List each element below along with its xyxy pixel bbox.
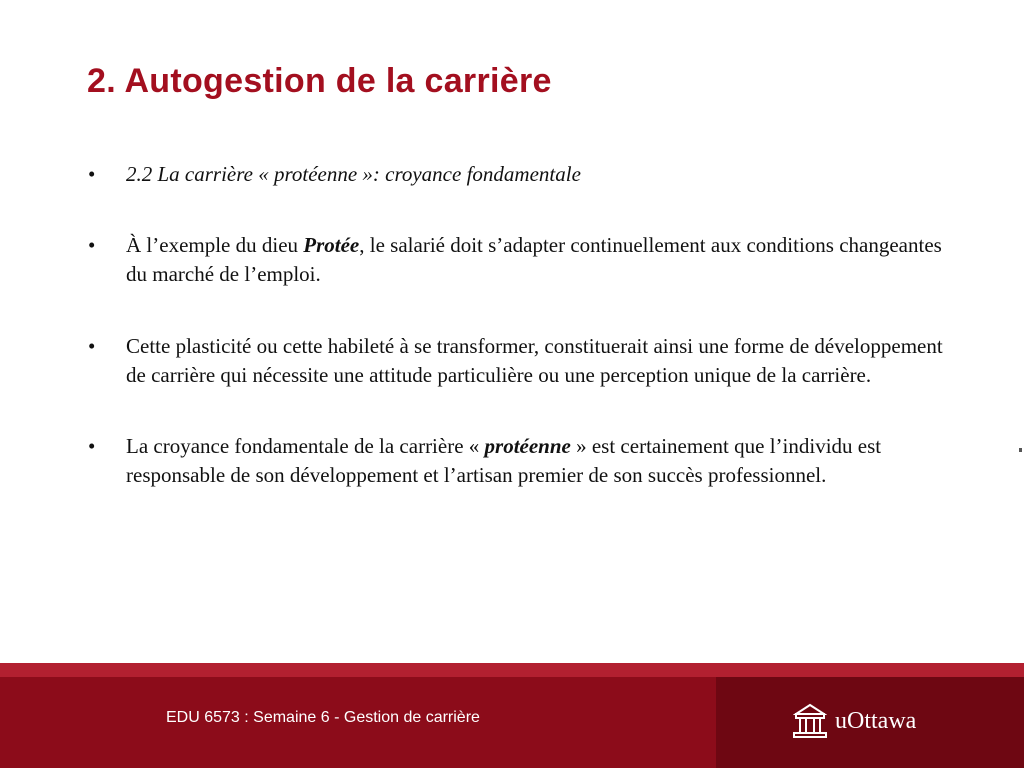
bullet-marker: •: [88, 334, 96, 358]
bullet-text-emphasis: Protée: [303, 233, 360, 257]
bullet-marker: •: [88, 162, 96, 186]
bullet-item-protee: [88, 231, 948, 289]
uottawa-logo: [793, 702, 916, 740]
bullet-marker: •: [88, 434, 96, 458]
subheading-text: 2.2 La carrière « protéenne »: croyance fondamentale: [126, 162, 581, 186]
bullet-text-emphasis: protéenne: [484, 434, 571, 458]
bullet-text-pre: À l’exemple du dieu: [126, 233, 304, 257]
bullet-list: [88, 160, 948, 490]
bullet-text-post: , le salarié doit s’adapter continuellement aux conditions changeantes du marché de l’emploi.: [126, 233, 942, 286]
bullet-item-plasticite: [88, 332, 948, 390]
bullet-text-pre: La croyance fondamentale de la carrière «: [126, 434, 485, 458]
university-building-icon: [793, 702, 827, 740]
bullet-item-subheading: [88, 160, 948, 189]
footer-course-text: EDU 6573 : Semaine 6 - Gestion de carrière: [166, 709, 480, 726]
slide-title: 2. Autogestion de la carrière: [87, 62, 552, 100]
edge-mark: [1019, 448, 1022, 452]
bullet-item-croyance: [88, 432, 948, 490]
footer-band: [0, 663, 1024, 768]
logo-wordmark: uOttawa: [835, 707, 917, 734]
bullet-marker: •: [88, 233, 96, 257]
bullet-text-post: » est certainement que l’individu est responsable de son développement et l’artisan premier de son succès professionnel.: [126, 434, 882, 487]
bullet-text: Cette plasticité ou cette habileté à se transformer, constituerait ainsi une forme de développement de carrière qui nécessite une attitude particulière ou une perception unique de la carrière.: [126, 334, 943, 387]
